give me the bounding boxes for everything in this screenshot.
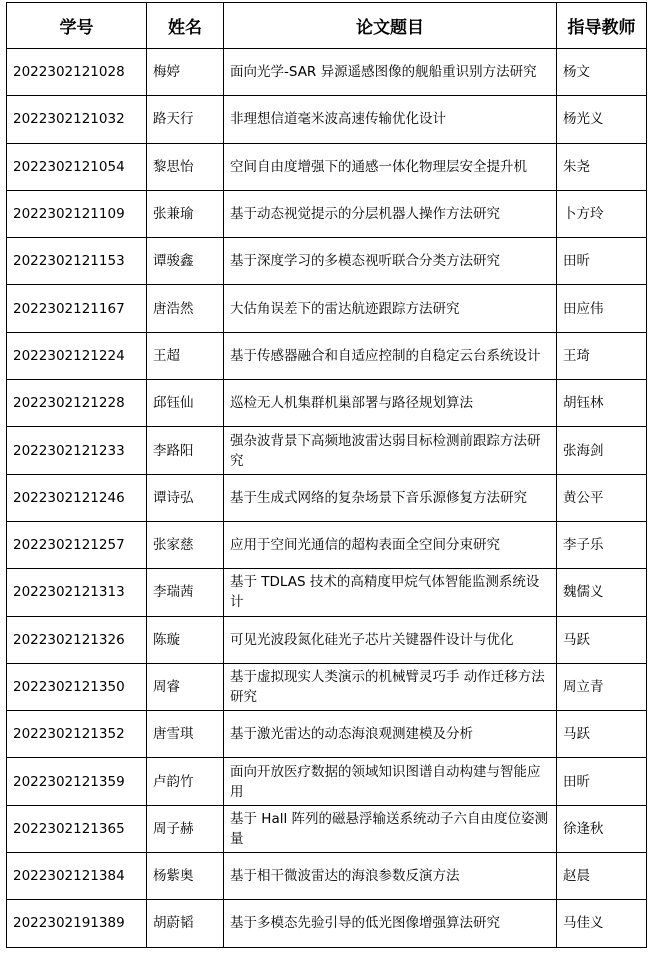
advisor-cell: 朱尧 xyxy=(557,143,647,190)
student-id-cell: 2022302121384 xyxy=(7,853,147,900)
table-row xyxy=(7,143,647,190)
thesis-title-cell: 基于多模态先验引导的低光图像增强算法研究 xyxy=(224,900,557,947)
advisor-cell: 卜方玲 xyxy=(557,190,647,237)
name-cell: 谭骏鑫 xyxy=(147,238,224,285)
student-id-cell: 2022302121365 xyxy=(7,805,147,852)
advisor-cell: 王琦 xyxy=(557,332,647,379)
name-cell: 王超 xyxy=(147,332,224,379)
table-row xyxy=(7,569,647,616)
student-id-cell: 2022302121167 xyxy=(7,285,147,332)
student-id-cell: 2022302121032 xyxy=(7,96,147,143)
advisor-cell: 杨光义 xyxy=(557,96,647,143)
name-cell: 张兼瑜 xyxy=(147,190,224,237)
thesis-title-cell: 基于深度学习的多模态视听联合分类方法研究 xyxy=(224,238,557,285)
advisor-cell: 李子乐 xyxy=(557,521,647,568)
table-row xyxy=(7,380,647,427)
table-row xyxy=(7,427,647,474)
table-row xyxy=(7,96,647,143)
name-cell: 路天行 xyxy=(147,96,224,143)
thesis-title-cell: 基于虚拟现实人类演示的机械臂灵巧手 动作迁移方法研究 xyxy=(224,663,557,710)
advisor-cell: 黄公平 xyxy=(557,474,647,521)
student-id-cell: 2022302121257 xyxy=(7,521,147,568)
name-cell: 卢韵竹 xyxy=(147,758,224,805)
name-cell: 周子赫 xyxy=(147,805,224,852)
table-row xyxy=(7,758,647,805)
student-id-cell: 2022302121109 xyxy=(7,190,147,237)
table-row xyxy=(7,616,647,663)
table-row xyxy=(7,663,647,710)
table-row xyxy=(7,474,647,521)
thesis-table xyxy=(6,2,647,948)
name-cell: 唐浩然 xyxy=(147,285,224,332)
name-cell: 李路阳 xyxy=(147,427,224,474)
advisor-cell: 魏儒义 xyxy=(557,569,647,616)
thesis-title-cell: 空间自由度增强下的通感一体化物理层安全提升机 xyxy=(224,143,557,190)
thesis-title-cell: 基于相干微波雷达的海浪参数反演方法 xyxy=(224,853,557,900)
table-row xyxy=(7,190,647,237)
header-advisor: 指导教师 xyxy=(557,3,647,49)
advisor-cell: 马跃 xyxy=(557,711,647,758)
advisor-cell: 马跃 xyxy=(557,616,647,663)
header-name: 姓名 xyxy=(147,3,224,49)
advisor-cell: 周立青 xyxy=(557,663,647,710)
table-row xyxy=(7,49,647,96)
name-cell: 李瑞茜 xyxy=(147,569,224,616)
student-id-cell: 2022302121359 xyxy=(7,758,147,805)
thesis-title-cell: 巡检无人机集群机巢部署与路径规划算法 xyxy=(224,380,557,427)
table-row xyxy=(7,853,647,900)
name-cell: 张家慈 xyxy=(147,521,224,568)
table-row xyxy=(7,238,647,285)
student-id-cell: 2022302121028 xyxy=(7,49,147,96)
thesis-title-cell: 基于 TDLAS 技术的高精度甲烷气体智能监测系统设计 xyxy=(224,569,557,616)
advisor-cell: 田昕 xyxy=(557,758,647,805)
table-row xyxy=(7,900,647,947)
student-id-cell: 2022302121153 xyxy=(7,238,147,285)
thesis-title-cell: 非理想信道毫米波高速传输优化设计 xyxy=(224,96,557,143)
student-id-cell: 2022302121313 xyxy=(7,569,147,616)
table-row xyxy=(7,285,647,332)
thesis-title-cell: 大估角误差下的雷达航迹跟踪方法研究 xyxy=(224,285,557,332)
student-id-cell: 2022302121233 xyxy=(7,427,147,474)
table-row xyxy=(7,711,647,758)
thesis-title-cell: 基于激光雷达的动态海浪观测建模及分析 xyxy=(224,711,557,758)
advisor-cell: 田昕 xyxy=(557,238,647,285)
thesis-title-cell: 可见光波段氮化硅光子芯片关键器件设计与优化 xyxy=(224,616,557,663)
student-id-cell: 2022302121350 xyxy=(7,663,147,710)
advisor-cell: 赵晨 xyxy=(557,853,647,900)
thesis-title-cell: 强杂波背景下高频地波雷达弱目标检测前跟踪方法研究 xyxy=(224,427,557,474)
table-row xyxy=(7,805,647,852)
student-id-cell: 2022302121228 xyxy=(7,380,147,427)
name-cell: 谭诗弘 xyxy=(147,474,224,521)
header-row xyxy=(7,3,647,49)
name-cell: 黎思怡 xyxy=(147,143,224,190)
thesis-title-cell: 基于 Hall 阵列的磁悬浮输送系统动子六自由度位姿测量 xyxy=(224,805,557,852)
thesis-title-cell: 应用于空间光通信的超构表面全空间分束研究 xyxy=(224,521,557,568)
student-id-cell: 2022302121054 xyxy=(7,143,147,190)
student-id-cell: 2022302121352 xyxy=(7,711,147,758)
header-student-id: 学号 xyxy=(7,3,147,49)
name-cell: 胡蔚韬 xyxy=(147,900,224,947)
name-cell: 唐雪琪 xyxy=(147,711,224,758)
student-id-cell: 2022302121224 xyxy=(7,332,147,379)
thesis-title-cell: 基于生成式网络的复杂场景下音乐源修复方法研究 xyxy=(224,474,557,521)
advisor-cell: 张海剑 xyxy=(557,427,647,474)
table-row xyxy=(7,332,647,379)
table-row xyxy=(7,521,647,568)
name-cell: 梅婷 xyxy=(147,49,224,96)
name-cell: 周睿 xyxy=(147,663,224,710)
thesis-title-cell: 基于传感器融合和自适应控制的自稳定云台系统设计 xyxy=(224,332,557,379)
advisor-cell: 杨文 xyxy=(557,49,647,96)
name-cell: 陈璇 xyxy=(147,616,224,663)
advisor-cell: 马佳义 xyxy=(557,900,647,947)
thesis-title-cell: 面向开放医疗数据的领域知识图谱自动构建与智能应用 xyxy=(224,758,557,805)
advisor-cell: 徐逢秋 xyxy=(557,805,647,852)
name-cell: 杨紫奥 xyxy=(147,853,224,900)
thesis-title-cell: 面向光学-SAR 异源遥感图像的舰船重识别方法研究 xyxy=(224,49,557,96)
student-id-cell: 2022302121246 xyxy=(7,474,147,521)
thesis-title-cell: 基于动态视觉提示的分层机器人操作方法研究 xyxy=(224,190,557,237)
student-id-cell: 2022302191389 xyxy=(7,900,147,947)
header-thesis-title: 论文题目 xyxy=(224,3,557,49)
student-id-cell: 2022302121326 xyxy=(7,616,147,663)
name-cell: 邱钰仙 xyxy=(147,380,224,427)
advisor-cell: 田应伟 xyxy=(557,285,647,332)
advisor-cell: 胡钰林 xyxy=(557,380,647,427)
